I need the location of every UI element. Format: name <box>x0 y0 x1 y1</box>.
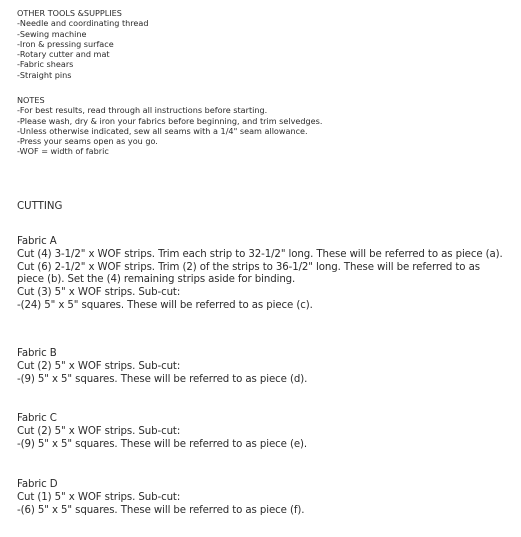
note-item: -Press your seams open as you go. <box>17 136 158 147</box>
fabric-name: Fabric C <box>17 413 57 424</box>
supply-item: -Sewing machine <box>17 28 87 39</box>
supply-item: -Iron & pressing surface <box>17 38 114 49</box>
supply-item: -Needle and coordinating thread <box>17 18 149 29</box>
fabric-name: Fabric B <box>17 348 57 359</box>
fabric-c-section <box>17 413 507 451</box>
fabric-b-section <box>17 348 507 386</box>
fabric-name: Fabric A <box>17 236 57 247</box>
supply-item: -Rotary cutter and mat <box>17 49 110 60</box>
cutting-instruction: -(9) 5" x 5" squares. These will be referred to as piece (e). <box>17 438 308 450</box>
supply-item: -Straight pins <box>17 69 72 80</box>
notes-section <box>17 95 507 157</box>
notes-heading: NOTES <box>17 95 45 105</box>
cutting-instruction: Cut (3) 5" x WOF strips. Sub-cut: <box>17 287 181 299</box>
fabric-a-section <box>17 236 507 313</box>
fabric-d-section <box>17 479 507 517</box>
cutting-instruction: Cut (6) 2-1/2" x WOF strips. Trim (2) of the strips to 36-1/2" long. These will be referred to as piece (b). Set the (4) remaining strips aside for binding. <box>17 261 480 286</box>
cutting-instruction: -(24) 5" x 5" squares. These will be referred to as piece (c). <box>17 299 313 311</box>
note-item: -For best results, read through all instructions before starting. <box>17 105 268 116</box>
cutting-heading: CUTTING <box>17 201 63 212</box>
cutting-instruction: -(9) 5" x 5" squares. These will be referred to as piece (d). <box>17 373 308 385</box>
cutting-instruction: Cut (2) 5" x WOF strips. Sub-cut: <box>17 360 181 372</box>
cutting-instruction: Cut (2) 5" x WOF strips. Sub-cut: <box>17 425 181 437</box>
note-item: -WOF = width of fabric <box>17 146 109 157</box>
cutting-instruction: Cut (4) 3-1/2" x WOF strips. Trim each strip to 32-1/2" long. These will be referred to as piece (a). <box>17 248 503 260</box>
supply-item: -Fabric shears <box>17 59 74 70</box>
cutting-instruction: -(6) 5" x 5" squares. These will be referred to as piece (f). <box>17 504 305 516</box>
fabric-name: Fabric D <box>17 479 58 490</box>
cutting-instruction: Cut (1) 5" x WOF strips. Sub-cut: <box>17 491 181 503</box>
note-item: -Please wash, dry & iron your fabrics before beginning, and trim selvedges. <box>17 115 323 126</box>
note-item: -Unless otherwise indicated, sew all seams with a 1/4" seam allowance. <box>17 125 308 136</box>
supplies-heading: OTHER TOOLS &SUPPLIES <box>17 8 122 18</box>
supplies-section <box>17 8 507 80</box>
